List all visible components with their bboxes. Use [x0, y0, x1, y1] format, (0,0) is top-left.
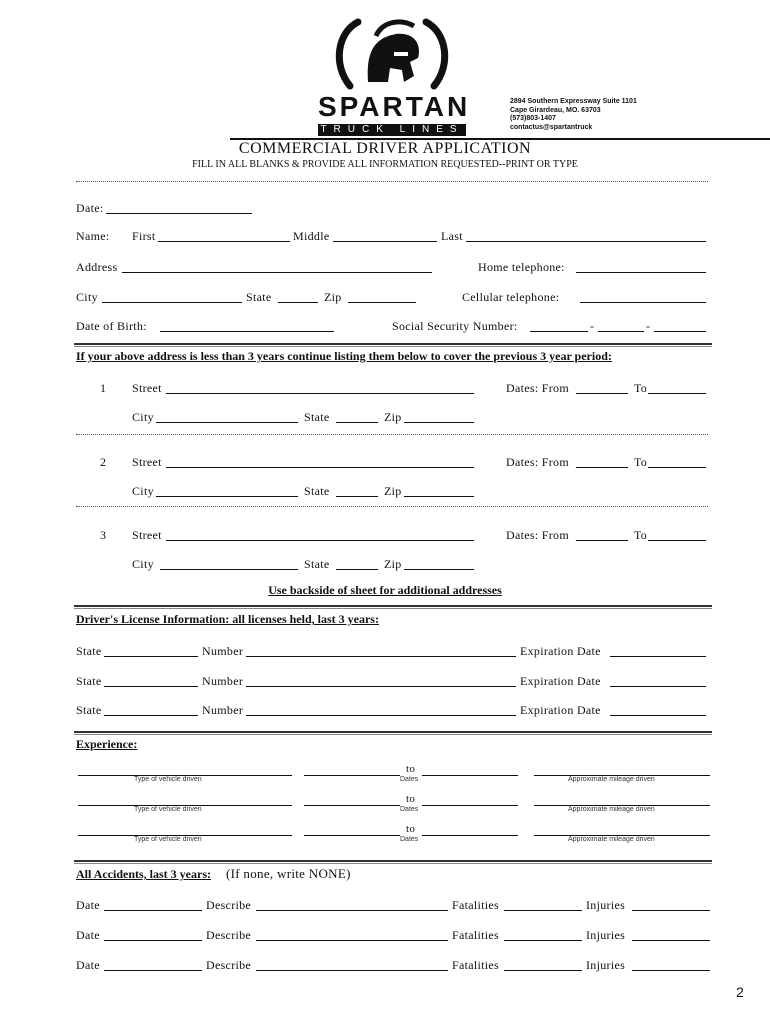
- license-number-label-2: Number: [202, 674, 244, 688]
- accident-injuries-label-3: Injuries: [586, 958, 626, 972]
- state-field-1[interactable]: [336, 422, 378, 423]
- license-expiration-label-2: Expiration Date: [520, 674, 601, 688]
- company-logo: [318, 12, 471, 135]
- city-label-1: City: [132, 410, 154, 424]
- zip-field-2[interactable]: [404, 496, 474, 497]
- entry-number-1: 1: [100, 381, 107, 395]
- accident-describe-label-1: Describe: [206, 898, 252, 912]
- license-state-label-3: State: [76, 703, 102, 717]
- license-number-field-3[interactable]: [246, 715, 516, 716]
- license-state-label-2: State: [76, 674, 102, 688]
- accident-fatalities-label-2: Fatalities: [452, 928, 499, 942]
- dates-end-field-3[interactable]: [422, 835, 518, 836]
- zip-field-3[interactable]: [404, 569, 474, 570]
- license-expiration-field-3[interactable]: [610, 715, 706, 716]
- mileage-caption-1: Approximate mileage driven: [568, 776, 655, 783]
- street-field-2[interactable]: [166, 467, 474, 468]
- address-label: Address: [76, 260, 118, 274]
- accident-describe-field-2[interactable]: [256, 940, 448, 941]
- address-field[interactable]: [122, 272, 432, 273]
- state-field-3[interactable]: [336, 569, 378, 570]
- street-label-2: Street: [132, 455, 162, 469]
- accidents-note: (If none, write NONE): [226, 866, 351, 881]
- entry-number-2: 2: [100, 455, 107, 469]
- street-field-3[interactable]: [166, 540, 474, 541]
- dates-from-label-3: Dates: From: [506, 528, 569, 542]
- license-state-field-1[interactable]: [104, 656, 198, 657]
- dates-caption-3: Dates: [400, 836, 419, 843]
- first-name-field[interactable]: [158, 241, 290, 242]
- city-field-2[interactable]: [156, 496, 298, 497]
- license-expiration-label-1: Expiration Date: [520, 644, 601, 658]
- to-label-3: To: [634, 528, 648, 542]
- accident-date-label-3: Date: [76, 958, 100, 972]
- zip-label-1: Zip: [384, 410, 402, 424]
- dob-field[interactable]: [160, 331, 334, 332]
- dates-from-label-1: Dates: From: [506, 381, 569, 395]
- dates-caption-2: Dates: [400, 806, 419, 813]
- street-label-3: Street: [132, 528, 162, 542]
- license-number-field-1[interactable]: [246, 656, 516, 657]
- license-state-field-2[interactable]: [104, 686, 198, 687]
- license-heading: Driver's License Information: all licenses held, last 3 years:: [76, 612, 379, 626]
- company-tagline: TRUCK LINES: [318, 124, 466, 136]
- name-label: Name:: [76, 229, 110, 243]
- accident-fatalities-field-2[interactable]: [504, 940, 582, 941]
- street-label-1: Street: [132, 381, 162, 395]
- accident-fatalities-field-3[interactable]: [504, 970, 582, 971]
- accident-fatalities-label-3: Fatalities: [452, 958, 499, 972]
- home-phone-label: Home telephone:: [478, 260, 565, 274]
- mileage-caption-3: Approximate mileage driven: [568, 836, 655, 843]
- state-label: State: [246, 290, 272, 304]
- last-name-label: Last: [441, 229, 463, 243]
- first-name-label: First: [132, 229, 156, 243]
- last-name-field[interactable]: [466, 241, 706, 242]
- to-label-1: To: [634, 381, 648, 395]
- ssn-dash-2: -: [646, 319, 651, 333]
- vehicle-caption-3: Type of vehicle driven: [134, 836, 202, 843]
- to-label-2: To: [634, 455, 648, 469]
- city-field-1[interactable]: [156, 422, 298, 423]
- dob-label: Date of Birth:: [76, 319, 147, 333]
- zip-label-3: Zip: [384, 557, 402, 571]
- accident-date-label-2: Date: [76, 928, 100, 942]
- accident-fatalities-label-1: Fatalities: [452, 898, 499, 912]
- to-label-exp-1: to: [406, 763, 416, 775]
- accident-describe-field-1[interactable]: [256, 910, 448, 911]
- street-field-1[interactable]: [166, 393, 474, 394]
- cell-phone-label: Cellular telephone:: [462, 290, 560, 304]
- prev-address-heading: If your above address is less than 3 years continue listing them below to cover the previous 3 year period:: [76, 349, 612, 363]
- ssn-dash-1: -: [590, 319, 595, 333]
- license-number-label-1: Number: [202, 644, 244, 658]
- accident-date-label-1: Date: [76, 898, 100, 912]
- address-line-2: Cape Girardeau, MO. 63703: [510, 106, 601, 114]
- accident-injuries-field-2[interactable]: [632, 940, 710, 941]
- state-field-2[interactable]: [336, 496, 378, 497]
- home-phone-field[interactable]: [576, 272, 706, 273]
- accident-injuries-field-3[interactable]: [632, 970, 710, 971]
- accident-date-field-3[interactable]: [104, 970, 202, 971]
- mileage-caption-2: Approximate mileage driven: [568, 806, 655, 813]
- accident-describe-label-3: Describe: [206, 958, 252, 972]
- ssn-field-3[interactable]: [654, 331, 706, 332]
- vehicle-caption-2: Type of vehicle driven: [134, 806, 202, 813]
- to-label-exp-3: to: [406, 823, 416, 835]
- zip-label: Zip: [324, 290, 342, 304]
- license-state-field-3[interactable]: [104, 715, 198, 716]
- spartan-helmet-icon: [318, 12, 466, 96]
- company-name: SPARTAN: [318, 91, 471, 122]
- state-label-2: State: [304, 484, 330, 498]
- state-label-3: State: [304, 557, 330, 571]
- dates-start-field-3[interactable]: [304, 835, 400, 836]
- dates-end-field-1[interactable]: [422, 775, 518, 776]
- license-expiration-field-1[interactable]: [610, 656, 706, 657]
- accident-injuries-label-2: Injuries: [586, 928, 626, 942]
- dates-start-field-2[interactable]: [304, 805, 400, 806]
- zip-label-2: Zip: [384, 484, 402, 498]
- license-number-label-3: Number: [202, 703, 244, 717]
- dates-caption-1: Dates: [400, 776, 419, 783]
- accident-fatalities-field-1[interactable]: [504, 910, 582, 911]
- vehicle-caption-1: Type of vehicle driven: [134, 776, 202, 783]
- accidents-heading: All Accidents, last 3 years:: [76, 867, 211, 881]
- middle-name-field[interactable]: [333, 241, 437, 242]
- backside-note: Use backside of sheet for additional addresses: [268, 583, 502, 597]
- city-label: City: [76, 290, 98, 304]
- to-field-3[interactable]: [648, 540, 706, 541]
- to-field-2[interactable]: [648, 467, 706, 468]
- to-label-exp-2: to: [406, 793, 416, 805]
- ssn-field-1[interactable]: [530, 331, 588, 332]
- city-field[interactable]: [102, 302, 242, 303]
- accident-injuries-label-1: Injuries: [586, 898, 626, 912]
- experience-heading: Experience:: [76, 737, 138, 751]
- cell-phone-field[interactable]: [580, 302, 706, 303]
- dates-from-field-1[interactable]: [576, 393, 628, 394]
- ssn-label: Social Security Number:: [392, 319, 518, 333]
- dates-from-label-2: Dates: From: [506, 455, 569, 469]
- address-line-1: 2894 Southern Expressway Suite 1101: [510, 98, 637, 105]
- accident-describe-label-2: Describe: [206, 928, 252, 942]
- zip-field[interactable]: [348, 302, 416, 303]
- license-expiration-field-2[interactable]: [610, 686, 706, 687]
- company-address: [510, 98, 637, 132]
- accident-injuries-field-1[interactable]: [632, 910, 710, 911]
- dates-end-field-2[interactable]: [422, 805, 518, 806]
- city-label-3: City: [132, 557, 154, 571]
- middle-name-label: Middle: [293, 229, 330, 243]
- license-expiration-label-3: Expiration Date: [520, 703, 601, 717]
- date-field[interactable]: [106, 213, 252, 214]
- page-number: 2: [736, 984, 744, 1000]
- dates-from-field-2[interactable]: [576, 467, 628, 468]
- form-instructions: FILL IN ALL BLANKS & PROVIDE ALL INFORMATION REQUESTED--PRINT OR TYPE: [192, 159, 578, 170]
- city-label-2: City: [132, 484, 154, 498]
- zip-field-1[interactable]: [404, 422, 474, 423]
- accident-describe-field-3[interactable]: [256, 970, 448, 971]
- to-field-1[interactable]: [648, 393, 706, 394]
- accident-date-field-2[interactable]: [104, 940, 202, 941]
- state-field[interactable]: [278, 302, 318, 303]
- entry-number-3: 3: [100, 528, 107, 542]
- license-state-label-1: State: [76, 644, 102, 658]
- date-label: Date:: [76, 201, 104, 215]
- city-field-3[interactable]: [160, 569, 298, 570]
- address-line-4: contactus@spartantruck: [510, 123, 593, 131]
- ssn-field-2[interactable]: [598, 331, 644, 332]
- license-number-field-2[interactable]: [246, 686, 516, 687]
- dates-from-field-3[interactable]: [576, 540, 628, 541]
- form-title: COMMERCIAL DRIVER APPLICATION: [238, 140, 532, 157]
- dates-start-field-1[interactable]: [304, 775, 400, 776]
- accident-date-field-1[interactable]: [104, 910, 202, 911]
- state-label-1: State: [304, 410, 330, 424]
- address-line-3: (573)803-1407: [510, 115, 556, 122]
